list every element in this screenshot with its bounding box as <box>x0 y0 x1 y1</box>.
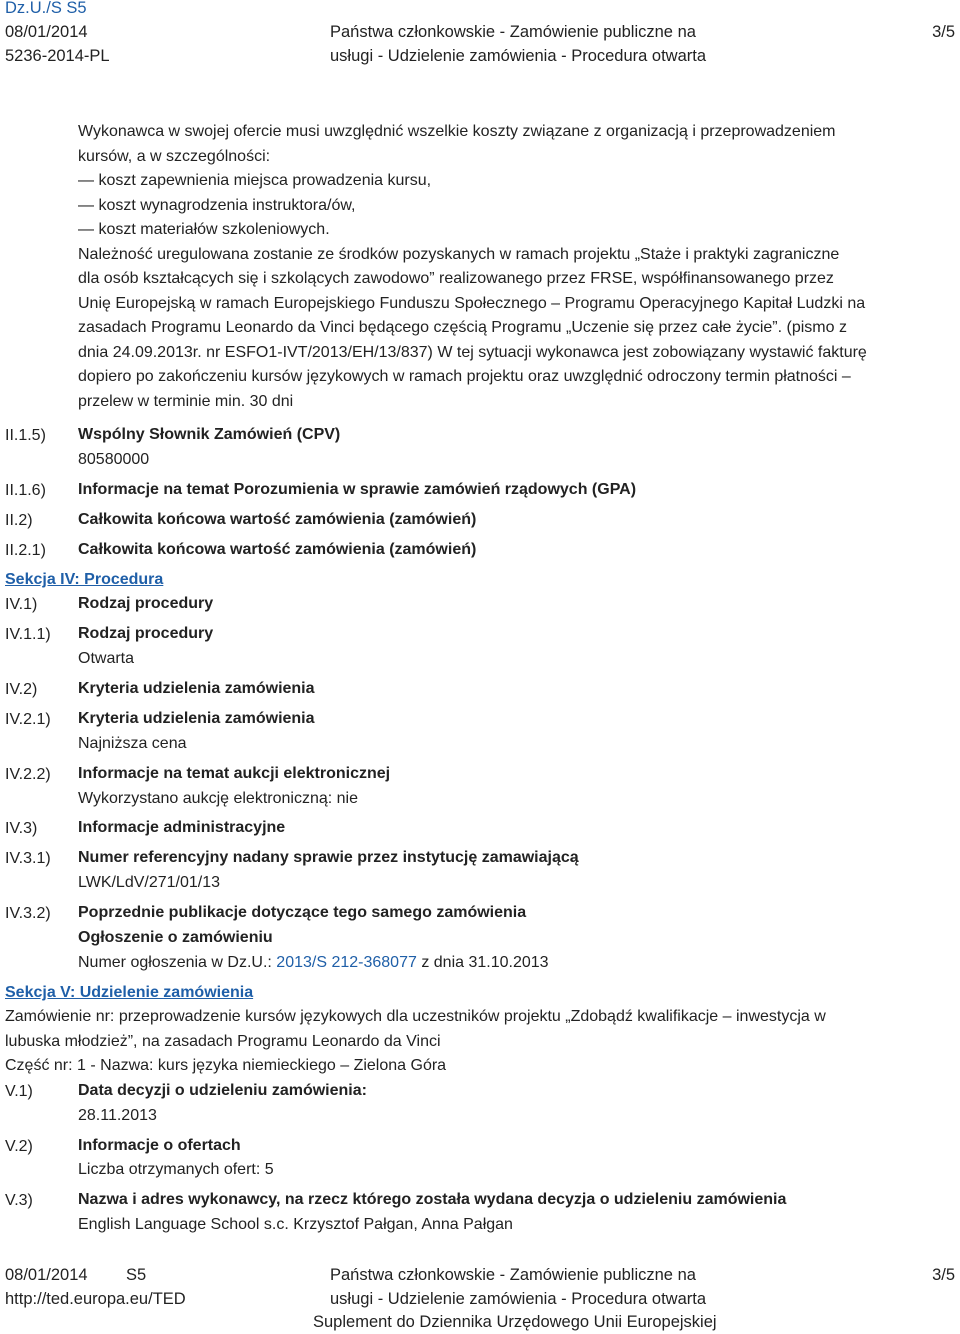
item-title: Numer referencyjny nadany sprawie przez instytucję zamawiającą <box>78 849 579 866</box>
footer-title-line1: Państwa członkowskie - Zamówienie publiczne na <box>330 1266 696 1284</box>
item-title: Informacje na temat aukcji elektronicznej <box>78 765 391 782</box>
item-number: IV.1.1) <box>5 626 51 643</box>
item-value: Wykorzystano aukcję elektroniczną: nie <box>78 790 358 807</box>
footer-page-number: 3/5 <box>932 1266 955 1284</box>
item-value: English Language School s.c. Krzysztof Pałgan, Anna Pałgan <box>78 1216 513 1233</box>
header-date: 08/01/2014 <box>5 23 88 41</box>
item-number: IV.3.2) <box>5 905 51 922</box>
order-line: Zamówienie nr: przeprowadzenie kursów językowych dla uczestników projektu „Zdobądź kwalifikacje – inwestycja w <box>5 1008 826 1025</box>
intro-line: przelew w terminie min. 30 dni <box>78 392 294 410</box>
item-subtitle: Ogłoszenie o zamówieniu <box>78 929 273 946</box>
item-value: Najniższa cena <box>78 735 187 752</box>
intro-line: kursów, a w szczególności: <box>78 147 271 165</box>
journal-ref[interactable]: Dz.U./S S5 <box>5 0 87 17</box>
item-number: IV.3) <box>5 820 38 837</box>
item-number: V.3) <box>5 1192 33 1209</box>
item-title: Rodzaj procedury <box>78 595 214 612</box>
item-value: LWK/LdV/271/01/13 <box>78 874 221 891</box>
intro-line: Unię Europejską w ramach Europejskiego Funduszu Społecznego – Programu Operacyjnego Kapitał Ludzki na <box>78 294 866 312</box>
item-number: II.2.1) <box>5 542 46 559</box>
intro-paragraph <box>78 120 954 414</box>
item-title: Całkowita końcowa wartość zamówienia (zamówień) <box>78 511 477 528</box>
intro-line: — koszt zapewnienia miejsca prowadzenia kursu, <box>78 172 432 189</box>
order-line: lubuska młodzież”, na zasadach Programu Leonardo da Vinci <box>5 1033 441 1050</box>
item-title: Kryteria udzielenia zamówienia <box>78 680 315 697</box>
notice-number: 5236-2014-PL <box>5 47 110 65</box>
item-title: Informacje o ofertach <box>78 1137 241 1154</box>
section-heading[interactable]: Sekcja IV: Procedura <box>5 571 164 588</box>
item-number: II.1.5) <box>5 427 46 444</box>
item-number: II.1.6) <box>5 482 46 499</box>
item-number: IV.1) <box>5 596 38 613</box>
page-number: 3/5 <box>932 23 955 41</box>
item-value: 28.11.2013 <box>78 1107 157 1124</box>
item-value: Otwarta <box>78 650 135 667</box>
item-number: IV.2.1) <box>5 711 51 728</box>
item-title: Informacje na temat Porozumienia w sprawie zamówień rządowych (GPA) <box>78 481 637 498</box>
item-value: 80580000 <box>78 451 150 468</box>
intro-line: Wykonawca w swojej ofercie musi uwzględnić wszelkie koszty związane z organizacją i przeprowadzeniem <box>78 123 836 140</box>
item-title: Data decyzji o udzieleniu zamówienia: <box>78 1082 367 1099</box>
intro-line: — koszt wynagrodzenia instruktora/ów, <box>78 196 356 214</box>
item-number: IV.2.2) <box>5 766 51 783</box>
footer-series: S5 <box>126 1266 147 1284</box>
intro-line: zasadach Programu Leonardo da Vinci będącego częścią Programu „Uczenie się przez całe życie”. (pismo z <box>78 319 847 336</box>
item-title: Kryteria udzielenia zamówienia <box>78 710 315 727</box>
item-title: Nazwa i adres wykonawcy, na rzecz którego została wydana decyzja o udzieleniu zamówienia <box>78 1191 787 1208</box>
intro-line: dnia 24.09.2013r. nr ESFO1-IVT/2013/EH/13/837) W tej sytuacji wykonawca jest zobowiązany wystawić fakturę <box>78 343 867 361</box>
item-number: V.1) <box>5 1083 33 1100</box>
item-number: IV.2) <box>5 681 38 698</box>
header-title-line2: usługi - Udzielenie zamówienia - Procedura otwarta <box>330 47 707 65</box>
footer-date: 08/01/2014 <box>5 1266 88 1284</box>
part-line: Część nr: 1 - Nazwa: kurs języka niemieckiego – Zielona Góra <box>5 1057 447 1074</box>
item-number: II.2) <box>5 512 33 529</box>
footer-url[interactable]: http://ted.europa.eu/TED <box>5 1290 186 1308</box>
item-title: Rodzaj procedury <box>78 625 214 642</box>
notice-link[interactable]: 2013/S 212-368077 <box>276 954 417 971</box>
item-value <box>78 951 954 976</box>
header-title-line1: Państwa członkowskie - Zamówienie publiczne na <box>330 23 696 41</box>
item-title: Wspólny Słownik Zamówień (CPV) <box>78 426 341 443</box>
intro-line: Należność uregulowana zostanie ze środków pozyskanych w ramach projektu „Staże i praktyki zagraniczne <box>78 245 840 263</box>
item-value: Liczba otrzymanych ofert: 5 <box>78 1161 274 1178</box>
intro-line: dla osób kształcących się i szkolących zawodowo” realizowanego przez FRSE, współfinansowanego przez <box>78 270 834 287</box>
notice-prefix: Numer ogłoszenia w Dz.U.: <box>78 954 277 971</box>
item-number: IV.3.1) <box>5 850 51 867</box>
item-number: V.2) <box>5 1138 33 1155</box>
item-title: Informacje administracyjne <box>78 819 286 836</box>
footer-supplement: Suplement do Dziennika Urzędowego Unii Europejskiej <box>313 1313 717 1331</box>
footer-title-line2: usługi - Udzielenie zamówienia - Procedura otwarta <box>330 1290 707 1308</box>
section-heading[interactable]: Sekcja V: Udzielenie zamówienia <box>5 984 254 1001</box>
intro-line: — koszt materiałów szkoleniowych. <box>78 221 330 238</box>
notice-suffix: z dnia 31.10.2013 <box>416 954 549 971</box>
item-title: Poprzednie publikacje dotyczące tego samego zamówienia <box>78 904 527 921</box>
intro-line: dopiero po zakończeniu kursów językowych w ramach projektu oraz uwzględnić odroczony termin płatności – <box>78 368 851 385</box>
item-title: Całkowita końcowa wartość zamówienia (zamówień) <box>78 541 477 558</box>
